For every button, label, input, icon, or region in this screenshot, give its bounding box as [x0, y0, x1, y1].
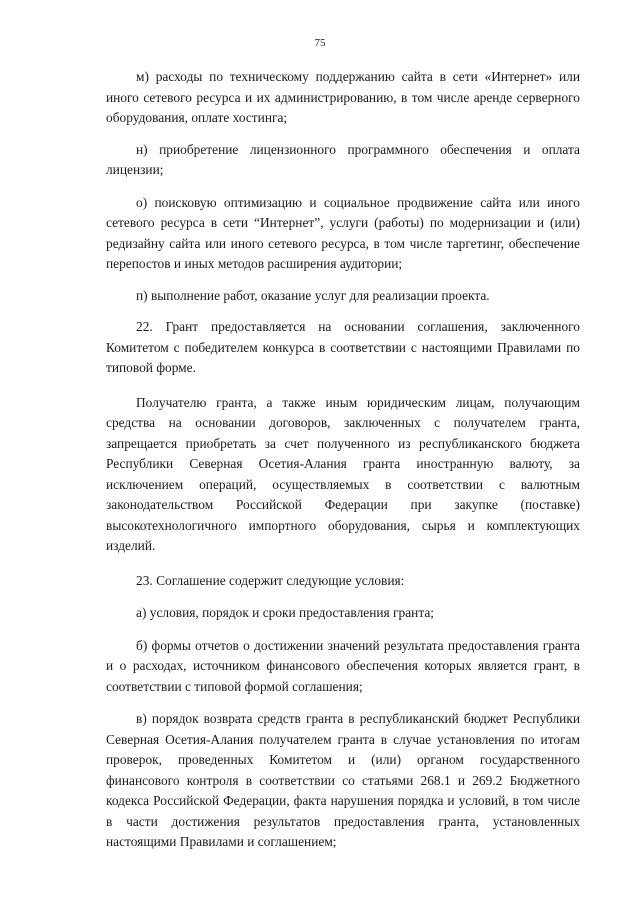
paragraph-item-p: п) выполнение работ, оказание услуг для реализации проекта.: [136, 287, 490, 303]
paragraph-item-n: н) приобретение лицензионного программного обеспечения и оплата лицензии;: [106, 141, 580, 177]
paragraph-item-m: м) расходы по техническому поддержанию сайта в сети «Интернет» или иного сетевого ресурса и их администрированию, в том числе аренде серверного оборудования, оплате хостинга;: [106, 69, 580, 125]
document-body: [106, 67, 580, 853]
paragraph-condition-a: а) условия, порядок и сроки предоставления гранта;: [136, 605, 435, 620]
paragraph-clause-22: 22. Грант предоставляется на основании соглашения, заключенного Комитетом с победителем конкурса в соответствии с настоящими Правилами по типовой форме.: [106, 319, 580, 375]
page-number: 75: [314, 37, 326, 49]
paragraph-item-o: о) поисковую оптимизацию и социальное продвижение сайта или иного сетевого ресурса в сети “Интернет”, услуги (работы) по модернизации и (или) редизайну сайта или иного сетевого ресурса, в том числе таргетинг, обеспечение перепостов и иных методов расширения аудитории;: [106, 194, 580, 271]
paragraph-clause-23: 23. Соглашение содержит следующие условия:: [136, 572, 405, 588]
paragraph-currency-restriction: Получателю гранта, а также иным юридическим лицам, получающим средства на основании договоров, заключенных с получателем гранта, запрещается приобретать за счет полученного из республиканского бюджета Республики Северная Осетия-Алания гранта иностранную валюту, за исключением операций, осуществляемых в соответствии с валютным законодательством Российской Федерации при закупке (поставке) высокотехнологичного импортного оборудования, сырья и комплектующих изделий.: [106, 394, 580, 553]
paragraph-condition-v: в) порядок возврата средств гранта в республиканский бюджет Республики Северная Осетия-Алания получателем гранта в случае установления по итогам проверок, проведенных Комитетом и (или) органом государственного финансового контроля в соответствии со статьями 268.1 и 269.2 Бюджетного кодекса Российской Федерации, факта нарушения порядка и условий, в том числе в части достижения результатов предоставления гранта, установленных настоящими Правилами и соглашением;: [106, 711, 580, 849]
paragraph-condition-b: б) формы отчетов о достижении значений результата предоставления гранта и о расходах, источником финансового обеспечения которых является грант, в соответствии с типовой формой соглашения;: [106, 637, 580, 694]
